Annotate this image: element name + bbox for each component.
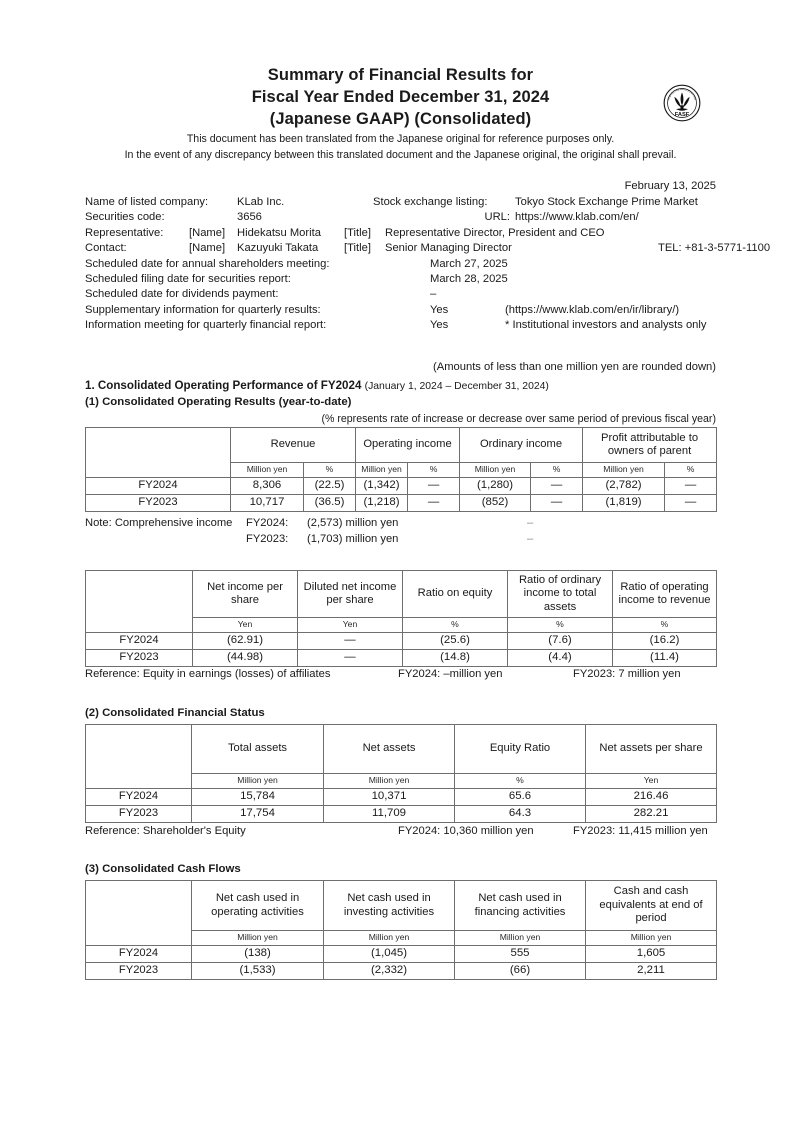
table4-unit-0: Million yen (192, 931, 324, 946)
comprehensive-income-label: Note: Comprehensive income (85, 517, 233, 529)
table3-row1-cell1: 11,709 (324, 805, 455, 822)
table3-row0-label: FY2024 (86, 788, 192, 805)
title-line-1: Summary of Financial Results for (267, 66, 534, 84)
table1-unit-5: % (531, 463, 583, 478)
equity-earnings-reference (85, 668, 681, 680)
representative-name-tag: [Name] (189, 226, 226, 239)
table2-unit-3: % (508, 618, 613, 633)
contact-name-tag: [Name] (189, 242, 226, 255)
table4-header-investing-activities: Net cash used in investing activities (324, 881, 455, 931)
table2-row1-cell1: — (298, 649, 403, 666)
table2-row0-cell1: — (298, 632, 403, 649)
info-row-supplementary (85, 303, 716, 318)
table-row (86, 494, 717, 511)
table4-row0-cell0: (138) (192, 945, 324, 962)
table1-header-profit-attributable: Profit attributable to owners of parent (583, 428, 717, 463)
section1-heading-bold: 1. Consolidated Operating Performance of FY2024 (85, 379, 362, 392)
table4-header-financing-activities: Net cash used in financing activities (455, 881, 586, 931)
table2-header-ratio-ordinary-income-total-assets: Ratio of ordinary income to total assets (508, 571, 613, 618)
table-header-row (86, 881, 717, 931)
financial-status-table (85, 724, 717, 823)
contact-tel: TEL: +81-3-5771-1100 (658, 242, 771, 255)
table3-row1-label: FY2023 (86, 805, 192, 822)
comprehensive-income-fy-1: FY2023: (246, 533, 289, 545)
table2-corner-cell (86, 571, 193, 633)
table1-row1-cell0: 10,717 (231, 494, 304, 511)
table1-row0-cell4: (1,280) (460, 477, 531, 494)
dividends-payment-label: Scheduled date for dividends payment: (85, 288, 279, 301)
table3-row1-cell2: 64.3 (455, 805, 586, 822)
table3-header-net-assets: Net assets (324, 725, 455, 774)
table1-unit-2: Million yen (356, 463, 408, 478)
table1-row1-cell2: (1,218) (356, 494, 408, 511)
table2-row0-cell0: (62.91) (193, 632, 298, 649)
representative-title-value: Representative Director, President and CEO (385, 226, 605, 239)
table3-row1-cell3: 282.21 (586, 805, 717, 822)
contact-label: Contact: (85, 242, 127, 255)
table3-unit-0: Million yen (192, 774, 324, 789)
table2-row1-cell3: (4.4) (508, 649, 613, 666)
table1-header-operating-income: Operating income (356, 428, 460, 463)
table2-row0-cell3: (7.6) (508, 632, 613, 649)
table1-row0-cell7: — (665, 477, 717, 494)
translation-disclaimer (85, 132, 716, 163)
shareholders-meeting-value: March 27, 2025 (430, 257, 508, 270)
table-row (86, 788, 717, 805)
table4-row1-cell2: (66) (455, 962, 586, 979)
table3-row0-cell3: 216.46 (586, 788, 717, 805)
shareholders-meeting-label: Scheduled date for annual shareholders meeting: (85, 257, 330, 270)
operating-results-table (85, 427, 717, 512)
table2-row1-cell4: (11.4) (613, 649, 717, 666)
supplementary-value: Yes (430, 303, 449, 316)
section2-heading: (2) Consolidated Financial Status (85, 707, 265, 719)
equity-earnings-fy2024: FY2024: –million yen (398, 668, 503, 680)
table1-row0-label: FY2024 (86, 477, 231, 494)
info-row-contact (85, 241, 771, 256)
table1-row1-cell1: (36.5) (304, 494, 356, 511)
table2-unit-2: % (403, 618, 508, 633)
table2-row1-label: FY2023 (86, 649, 193, 666)
table2-row1-cell0: (44.98) (193, 649, 298, 666)
table4-row1-cell3: 2,211 (586, 962, 717, 979)
table-row (86, 477, 717, 494)
table-row (86, 649, 717, 666)
shareholders-equity-reference-text: Reference: Shareholder's Equity (85, 825, 246, 837)
title-line-3: (Japanese GAAP) (Consolidated) (269, 110, 532, 128)
table1-row1-cell6: (1,819) (583, 494, 665, 511)
comprehensive-income-dash-0: – (527, 517, 534, 529)
table4-row1-label: FY2023 (86, 962, 192, 979)
table1-row0-cell1: (22.5) (304, 477, 356, 494)
info-row-securities-report (85, 272, 716, 287)
url-value[interactable]: https://www.klab.com/en/ (515, 211, 639, 224)
table1-row1-label: FY2023 (86, 494, 231, 511)
shareholders-equity-fy2024: FY2024: 10,360 million yen (398, 825, 534, 837)
table1-row0-cell5: — (531, 477, 583, 494)
comprehensive-income-row-1 (85, 531, 534, 547)
info-row-representative (85, 226, 716, 241)
title-line-2: Fiscal Year Ended December 31, 2024 (251, 88, 550, 106)
table1-unit-4: Million yen (460, 463, 531, 478)
table3-header-total-assets: Total assets (192, 725, 324, 774)
exchange-value: Tokyo Stock Exchange Prime Market (515, 196, 698, 208)
url-label: URL: (484, 211, 510, 224)
info-row-company-name (85, 195, 716, 210)
table1-row0-cell3: — (408, 477, 460, 494)
securities-code-value: 3656 (237, 211, 262, 224)
contact-name-value: Kazuyuki Takata (237, 242, 319, 255)
table1-row0-cell6: (2,782) (583, 477, 665, 494)
table-header-row (86, 428, 717, 463)
table4-header-operating-activities: Net cash used in operating activities (192, 881, 324, 931)
exchange-label: Stock exchange listing: (373, 196, 488, 208)
table3-header-equity-ratio: Equity Ratio (455, 725, 586, 774)
representative-name-value: Hidekatsu Morita (237, 226, 321, 239)
company-info-block (85, 195, 771, 334)
table4-row0-label: FY2024 (86, 945, 192, 962)
info-row-shareholders-meeting (85, 257, 716, 272)
document-content (85, 0, 771, 1131)
supplementary-label: Supplementary information for quarterly results: (85, 303, 321, 316)
securities-code-label: Securities code: (85, 211, 165, 224)
table4-unit-3: Million yen (586, 931, 717, 946)
table2-unit-1: Yen (298, 618, 403, 633)
section1-sub1-heading: (1) Consolidated Operating Results (year-to-date) (85, 396, 352, 408)
comprehensive-income-dash-1: – (527, 533, 534, 545)
info-meeting-note: * Institutional investors and analysts only (505, 319, 707, 332)
table4-row1-cell1: (2,332) (324, 962, 455, 979)
contact-title-value: Senior Managing Director (385, 242, 512, 255)
table1-row1-cell7: — (665, 494, 717, 511)
shareholders-equity-reference (85, 825, 708, 837)
table1-unit-7: % (665, 463, 717, 478)
table-row (86, 945, 717, 962)
table1-unit-3: % (408, 463, 460, 478)
table4-row0-cell3: 1,605 (586, 945, 717, 962)
info-row-info-meeting (85, 318, 716, 333)
comprehensive-income-value-1: (1,703) million yen (307, 533, 399, 545)
table1-row1-cell4: (852) (460, 494, 531, 511)
table1-row0-cell2: (1,342) (356, 477, 408, 494)
table-row (86, 962, 717, 979)
section1-heading (85, 379, 549, 392)
securities-report-label: Scheduled filing date for securities report: (85, 272, 291, 285)
table1-unit-6: Million yen (583, 463, 665, 478)
table1-header-ordinary-income: Ordinary income (460, 428, 583, 463)
document-date: February 13, 2025 (624, 180, 716, 192)
company-name-label: Name of listed company: (85, 196, 209, 208)
table2-row0-label: FY2024 (86, 632, 193, 649)
info-row-dividends-payment (85, 287, 716, 302)
table4-row0-cell2: 555 (455, 945, 586, 962)
table1-row1-cell3: — (408, 494, 460, 511)
table2-header-net-income-per-share: Net income per share (193, 571, 298, 618)
table-header-row (86, 725, 717, 774)
table1-row1-cell5: — (531, 494, 583, 511)
table1-corner-cell (86, 428, 231, 478)
info-meeting-value: Yes (430, 319, 449, 332)
representative-title-tag: [Title] (344, 226, 371, 239)
table2-row0-cell4: (16.2) (613, 632, 717, 649)
info-meeting-label: Information meeting for quarterly financial report: (85, 319, 327, 332)
table-row (86, 805, 717, 822)
table1-header-revenue: Revenue (231, 428, 356, 463)
table3-unit-2: % (455, 774, 586, 789)
table4-row1-cell0: (1,533) (192, 962, 324, 979)
representative-label: Representative: (85, 226, 164, 239)
equity-earnings-reference-text: Reference: Equity in earnings (losses) of affiliates (85, 668, 331, 680)
section1-percent-note: (% represents rate of increase or decrease over same period of previous fiscal year) (321, 413, 716, 425)
table3-unit-3: Yen (586, 774, 717, 789)
fasf-logo-icon (663, 84, 701, 122)
svg-text:FINANCIAL ACCOUNTING: FINANCIAL ACCOUNTING (667, 88, 697, 101)
cash-flows-table (85, 880, 717, 980)
svg-text:FASF: FASF (674, 111, 690, 118)
comprehensive-income-note (85, 515, 534, 547)
supplementary-note[interactable]: (https://www.klab.com/en/ir/library/) (505, 303, 680, 316)
comprehensive-income-value-0: (2,573) million yen (307, 517, 399, 529)
info-row-securities-code (85, 210, 716, 225)
equity-earnings-fy2023: FY2023: 7 million yen (573, 668, 681, 680)
table-row (86, 632, 717, 649)
table3-corner-cell (86, 725, 192, 789)
table3-row1-cell0: 17,754 (192, 805, 324, 822)
dividends-payment-value: – (430, 288, 437, 301)
table4-corner-cell (86, 881, 192, 946)
table1-unit-1: % (304, 463, 356, 478)
table4-unit-2: Million yen (455, 931, 586, 946)
table2-header-diluted-net-income-per-share: Diluted net income per share (298, 571, 403, 618)
table2-unit-4: % (613, 618, 717, 633)
table2-row0-cell2: (25.6) (403, 632, 508, 649)
comprehensive-income-row-0 (85, 515, 534, 531)
section1-heading-period: (January 1, 2024 – December 31, 2024) (364, 381, 549, 392)
table1-unit-0: Million yen (231, 463, 304, 478)
table1-row0-cell0: 8,306 (231, 477, 304, 494)
per-share-ratios-table (85, 570, 717, 667)
table3-header-net-assets-per-share: Net assets per share (586, 725, 717, 774)
amounts-rounding-note: (Amounts of less than one million yen are rounded down) (433, 361, 716, 373)
table3-row0-cell2: 65.6 (455, 788, 586, 805)
shareholders-equity-fy2023: FY2023: 11,415 million yen (573, 825, 708, 837)
table4-header-cash-equivalents-end: Cash and cash equivalents at end of period (586, 881, 717, 931)
table2-header-ratio-operating-income-revenue: Ratio of operating income to revenue (613, 571, 717, 618)
table3-unit-1: Million yen (324, 774, 455, 789)
table3-row0-cell1: 10,371 (324, 788, 455, 805)
document-title (85, 64, 716, 130)
table2-header-ratio-on-equity: Ratio on equity (403, 571, 508, 618)
table3-row0-cell0: 15,784 (192, 788, 324, 805)
securities-report-value: March 28, 2025 (430, 272, 508, 285)
table4-row0-cell1: (1,045) (324, 945, 455, 962)
table-header-row (86, 571, 717, 618)
disclaimer-line-2: In the event of any discrepancy between this translated document and the Japanese original, the original shall prevail. (124, 148, 677, 161)
company-name-value: KLab Inc. (237, 196, 285, 208)
contact-title-tag: [Title] (344, 242, 371, 255)
table4-unit-1: Million yen (324, 931, 455, 946)
disclaimer-line-1: This document has been translated from the Japanese original for reference purposes only. (186, 133, 615, 145)
table2-row1-cell2: (14.8) (403, 649, 508, 666)
comprehensive-income-fy-0: FY2024: (246, 517, 289, 529)
section3-heading: (3) Consolidated Cash Flows (85, 863, 241, 875)
table2-unit-0: Yen (193, 618, 298, 633)
